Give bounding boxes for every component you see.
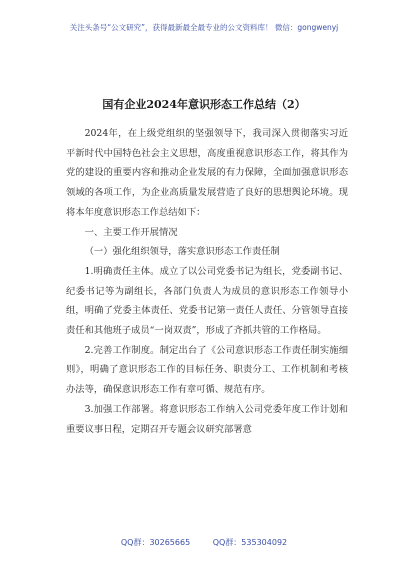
intro-paragraph: 2024年，在上级党组织的坚强领导下，我司深入贯彻落实习近平新时代中国特色社会主义思想，高度重视意识形态工作，将其作为党的建设的重要内容和推动企业发展的有力保障，全面加强意识形态领域的各项工作，为企业高质量发展营造了良好的思想舆论环境。现将本年度意识形态工作总结如下： [66,128,348,218]
body-paragraph: 2.完善工作制度。制定出台了《公司意识形态工作责任制实施细则》，明确了意识形态工作的目标任务、职责分工、工作机制和考核办法等，确保意识形态工作有章可循、规范有序。 [66,344,348,396]
section-heading: 一、主要工作开展情况 [84,226,178,238]
body-paragraph: 1.明确责任主体。成立了以公司党委书记为组长，党委副书记、纪委书记等为副组长，各部门负责人为成员的意识形态工作领导小组，明确了党委主体责任、党委书记第一责任人责任、分管领导直接责任和其他班子成员“一岗双责”，形成了齐抓共管的工作格局。 [66,265,348,337]
subsection-heading: （一）强化组织领导，落实意识形态工作责任制 [84,246,280,258]
footer-contact [0,537,408,548]
qq-group-1: QQ群：30265665 [120,538,191,547]
qq-group-2: QQ群：535304092 [212,538,288,547]
document-body [66,124,348,439]
promo-banner: 关注头条号“公文研究”，获得最新最全最专业的公文资料库！ 微信：gongwenyj [69,23,339,32]
document-title: 国有企业2024年意识形态工作总结（2） [102,98,306,111]
body-paragraph: 3.加强工作部署。将意识形态工作纳入公司党委年度工作计划和重要议事日程，定期召开专题会议研究部署意 [66,403,348,435]
